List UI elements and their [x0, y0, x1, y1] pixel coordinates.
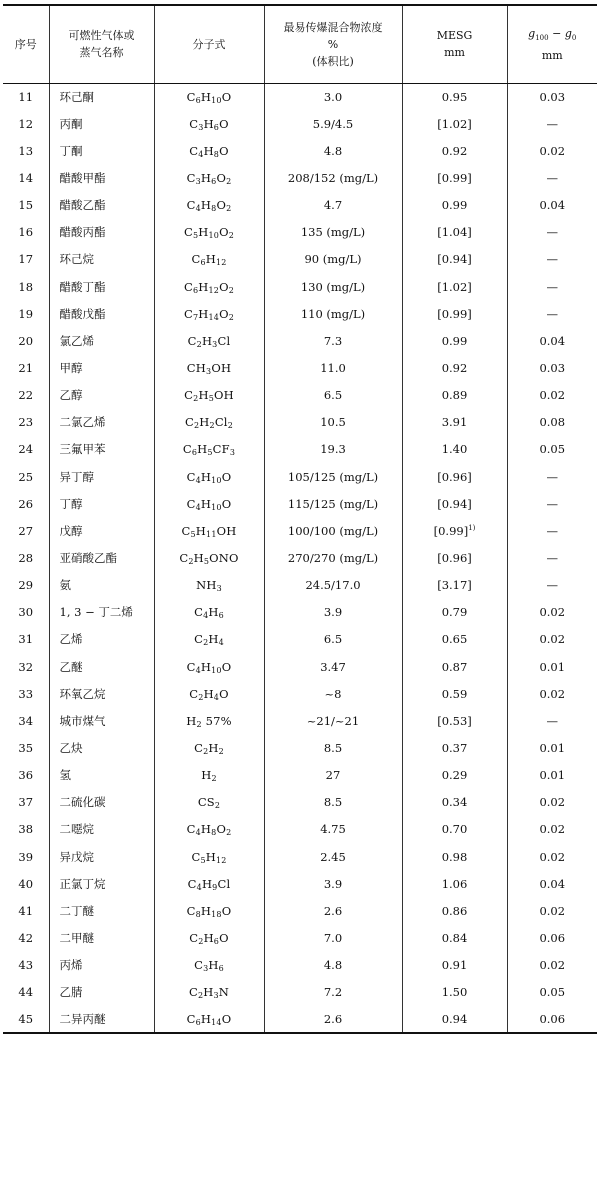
cell-no: 23 [18, 415, 34, 430]
cell-mesg: 3.91 [402, 409, 507, 436]
cell-formula: $C_2H_5OH$ [154, 382, 264, 409]
table-row [3, 137, 597, 164]
table-row [3, 789, 597, 816]
cell-mesg: 0.65 [402, 626, 507, 653]
cell-name: 丙烯 [49, 952, 154, 979]
cell-gap: 0.02 [507, 789, 597, 816]
table-row [3, 979, 597, 1006]
cell-concentration: 4.8 [264, 952, 402, 979]
cell-no: 36 [18, 768, 34, 783]
cell-gap: — [507, 273, 597, 300]
cell-name: 醋酸戊酯 [49, 300, 154, 327]
cell-mesg: 0.89 [402, 382, 507, 409]
cell-formula: $C_2H_2Cl_2$ [154, 409, 264, 436]
cell-concentration: 6.5 [264, 382, 402, 409]
cell-mesg: 0.34 [402, 789, 507, 816]
table-row [3, 300, 597, 327]
cell-gap: 0.01 [507, 762, 597, 789]
cell-mesg: $[0.99]^{1)}$ [402, 517, 507, 544]
cell-concentration: ~8 [264, 680, 402, 707]
table-row [3, 572, 597, 599]
cell-no: 12 [18, 116, 34, 131]
cell-no: 41 [18, 903, 34, 918]
table-row [3, 409, 597, 436]
cell-name: 戊醇 [49, 517, 154, 544]
cell-no: 44 [18, 985, 34, 1000]
cell-mesg: 0.79 [402, 599, 507, 626]
cell-formula: $C_7H_{14}O_2$ [154, 300, 264, 327]
cell-name: 正氯丁烷 [49, 870, 154, 897]
cell-no: 31 [18, 632, 34, 647]
cell-no: 26 [18, 496, 34, 511]
cell-formula: $C_4H_8O_2$ [154, 192, 264, 219]
cell-concentration: 2.6 [264, 897, 402, 924]
cell-name: 二氯乙烯 [49, 409, 154, 436]
cell-mesg: [1.04] [402, 219, 507, 246]
cell-gap: 0.05 [507, 979, 597, 1006]
cell-name: 乙醇 [49, 382, 154, 409]
cell-gap: 0.06 [507, 1006, 597, 1033]
cell-concentration: 24.5/17.0 [264, 572, 402, 599]
table-row [3, 463, 597, 490]
cell-concentration: 3.47 [264, 653, 402, 680]
cell-no: 34 [18, 713, 34, 728]
cell-formula: $C_2H_4O$ [154, 680, 264, 707]
cell-concentration: 270/270 (mg/L) [264, 544, 402, 571]
cell-gap: — [507, 463, 597, 490]
cell-gap: — [507, 164, 597, 191]
cell-no: 14 [18, 170, 34, 185]
cell-concentration: 4.75 [264, 816, 402, 843]
cell-gap: — [507, 517, 597, 544]
cell-concentration: 6.5 [264, 626, 402, 653]
cell-name: 乙醚 [49, 653, 154, 680]
table-row [3, 83, 597, 110]
cell-concentration: 105/125 (mg/L) [264, 463, 402, 490]
cell-gap: 0.03 [507, 83, 597, 110]
cell-mesg: 1.50 [402, 979, 507, 1006]
cell-concentration: 90 (mg/L) [264, 246, 402, 273]
cell-mesg: 1.40 [402, 436, 507, 463]
cell-concentration: 8.5 [264, 734, 402, 761]
cell-no: 15 [18, 198, 34, 213]
table-row [3, 653, 597, 680]
cell-name: 环己酮 [49, 83, 154, 110]
table-row [3, 354, 597, 381]
cell-concentration: 110 (mg/L) [264, 300, 402, 327]
header-formula: 分子式 [154, 5, 264, 83]
table-row [3, 626, 597, 653]
cell-name: 异丁醇 [49, 463, 154, 490]
cell-concentration: 27 [264, 762, 402, 789]
cell-mesg: [0.53] [402, 707, 507, 734]
cell-formula: $C_6H_{14}O$ [154, 1006, 264, 1033]
cell-no: 29 [18, 578, 34, 593]
cell-concentration: 4.8 [264, 137, 402, 164]
cell-name: 环氧乙烷 [49, 680, 154, 707]
cell-gap: 0.02 [507, 680, 597, 707]
table-row [3, 680, 597, 707]
cell-no: 11 [18, 89, 34, 104]
cell-no: 24 [18, 442, 34, 457]
cell-concentration: 3.9 [264, 599, 402, 626]
cell-formula: $C_3H_6O_2$ [154, 164, 264, 191]
cell-formula: $C_8H_{18}O$ [154, 897, 264, 924]
cell-no: 33 [18, 686, 34, 701]
table-row [3, 164, 597, 191]
cell-name: 丙酮 [49, 110, 154, 137]
table-row [3, 219, 597, 246]
cell-formula: $C_4H_8O_2$ [154, 816, 264, 843]
cell-formula: $C_4H_{10}O$ [154, 653, 264, 680]
cell-concentration: 3.9 [264, 870, 402, 897]
cell-mesg: 0.94 [402, 1006, 507, 1033]
cell-concentration: 8.5 [264, 789, 402, 816]
cell-formula: $C_2H_2$ [154, 734, 264, 761]
table-row [3, 192, 597, 219]
cell-name: 亚硝酸乙酯 [49, 544, 154, 571]
cell-no: 28 [18, 550, 34, 565]
cell-no: 38 [18, 822, 34, 837]
cell-formula: $C_2H_6O$ [154, 924, 264, 951]
cell-no: 22 [18, 388, 34, 403]
cell-formula: $C_2H_3Cl$ [154, 327, 264, 354]
cell-formula: $C_5H_{10}O_2$ [154, 219, 264, 246]
cell-formula: $C_2H_3N$ [154, 979, 264, 1006]
header-no: 序号 [3, 5, 49, 83]
table-row [3, 110, 597, 137]
cell-name: 氨 [49, 572, 154, 599]
cell-gap: — [507, 707, 597, 734]
cell-mesg: 0.70 [402, 816, 507, 843]
cell-mesg: 0.95 [402, 83, 507, 110]
table-row [3, 273, 597, 300]
cell-no: 27 [18, 523, 34, 538]
cell-formula: $C_3H_6O$ [154, 110, 264, 137]
cell-no: 17 [18, 252, 34, 267]
cell-no: 45 [3, 1006, 49, 1033]
table-row [3, 843, 597, 870]
cell-formula: $C_3H_6$ [154, 952, 264, 979]
cell-no: 35 [18, 740, 34, 755]
cell-no: 19 [18, 306, 34, 321]
cell-gap: — [507, 544, 597, 571]
cell-concentration: 130 (mg/L) [264, 273, 402, 300]
header-mesg: MESG mm [402, 5, 507, 83]
cell-mesg: 0.91 [402, 952, 507, 979]
cell-no: 32 [18, 659, 34, 674]
cell-name: 乙腈 [49, 979, 154, 1006]
cell-name: 二硫化碳 [49, 789, 154, 816]
cell-gap: 0.04 [507, 327, 597, 354]
cell-no: 16 [18, 225, 34, 240]
cell-mesg: 0.29 [402, 762, 507, 789]
cell-formula: $H_2$ 57% [154, 707, 264, 734]
cell-name: 三氟甲苯 [49, 436, 154, 463]
cell-formula: $C_6H_{10}O$ [154, 83, 264, 110]
cell-no: 37 [18, 795, 34, 810]
cell-formula: $C_5H_{12}$ [154, 843, 264, 870]
cell-gap: 0.02 [507, 626, 597, 653]
table-row [3, 734, 597, 761]
table-row [3, 816, 597, 843]
cell-gap: 0.04 [507, 192, 597, 219]
cell-name: 1, 3 − 丁二烯 [49, 599, 154, 626]
cell-no: 21 [18, 360, 34, 375]
cell-concentration: 7.0 [264, 924, 402, 951]
cell-name: 醋酸丙酯 [49, 219, 154, 246]
cell-name: 城市煤气 [49, 707, 154, 734]
cell-mesg: [0.99] [402, 300, 507, 327]
cell-gap: — [507, 300, 597, 327]
table-row [3, 517, 597, 544]
cell-concentration: 135 (mg/L) [264, 219, 402, 246]
cell-gap: 0.06 [507, 924, 597, 951]
cell-gap: 0.02 [507, 599, 597, 626]
cell-mesg: 0.99 [402, 192, 507, 219]
cell-mesg: [0.99] [402, 164, 507, 191]
cell-no: 13 [18, 143, 34, 158]
cell-name: 丁酮 [49, 137, 154, 164]
cell-gap: — [507, 219, 597, 246]
cell-gap: — [507, 572, 597, 599]
cell-gap: 0.02 [507, 843, 597, 870]
table-row [3, 382, 597, 409]
cell-mesg: [0.94] [402, 490, 507, 517]
table-row [3, 762, 597, 789]
table-row [3, 544, 597, 571]
cell-formula: $C_4H_{10}O$ [154, 490, 264, 517]
cell-gap: 0.05 [507, 436, 597, 463]
cell-concentration: 4.7 [264, 192, 402, 219]
cell-concentration: 19.3 [264, 436, 402, 463]
cell-concentration: 100/100 (mg/L) [264, 517, 402, 544]
cell-mesg: [0.96] [402, 544, 507, 571]
cell-mesg: [1.02] [402, 273, 507, 300]
cell-formula: $C_6H_{12}$ [154, 246, 264, 273]
cell-name: 醋酸丁酯 [49, 273, 154, 300]
cell-mesg: 1.06 [402, 870, 507, 897]
cell-gap: 0.02 [507, 382, 597, 409]
cell-no: 40 [18, 876, 34, 891]
cell-name: 二异丙醚 [49, 1006, 154, 1033]
cell-no: 42 [18, 930, 34, 945]
cell-name: 乙烯 [49, 626, 154, 653]
cell-name: 环己烷 [49, 246, 154, 273]
cell-formula: $C_4H_9Cl$ [154, 870, 264, 897]
cell-no: 39 [18, 849, 34, 864]
cell-concentration: 11.0 [264, 354, 402, 381]
cell-formula: $C_2H_4$ [154, 626, 264, 653]
cell-concentration: 5.9/4.5 [264, 110, 402, 137]
header-gap-difference: $g_{100} - g_0$ mm [507, 5, 597, 83]
cell-name: 丁醇 [49, 490, 154, 517]
cell-gap: 0.01 [507, 734, 597, 761]
cell-formula: $C_2H_5ONO$ [154, 544, 264, 571]
cell-mesg: [0.96] [402, 463, 507, 490]
table-row [3, 952, 597, 979]
table-body [3, 83, 597, 1033]
header-name: 可燃性气体或 蒸气名称 [49, 5, 154, 83]
cell-gap: 0.03 [507, 354, 597, 381]
cell-formula: $NH_3$ [154, 572, 264, 599]
cell-name: 乙炔 [49, 734, 154, 761]
cell-name: 醋酸甲酯 [49, 164, 154, 191]
cell-gap: 0.02 [507, 816, 597, 843]
cell-gap: 0.02 [507, 952, 597, 979]
cell-no: 20 [18, 333, 34, 348]
cell-concentration: 7.3 [264, 327, 402, 354]
cell-no: 18 [18, 279, 34, 294]
cell-mesg: [3.17] [402, 572, 507, 599]
table-row [3, 870, 597, 897]
cell-formula: $C_6H_5CF_3$ [154, 436, 264, 463]
mesg-data-table [3, 4, 597, 1034]
table-row [3, 1006, 597, 1033]
cell-mesg: 0.92 [402, 354, 507, 381]
cell-concentration: ~21/~21 [264, 707, 402, 734]
header-concentration: 最易传爆混合物浓度 % (体积比) [264, 5, 402, 83]
table-header [3, 5, 597, 83]
cell-formula: $C_4H_{10}O$ [154, 463, 264, 490]
table-row [3, 246, 597, 273]
cell-mesg: 0.59 [402, 680, 507, 707]
cell-mesg: 0.98 [402, 843, 507, 870]
table-row [3, 924, 597, 951]
cell-formula: $C_6H_{12}O_2$ [154, 273, 264, 300]
table-row [3, 490, 597, 517]
cell-mesg: 0.99 [402, 327, 507, 354]
cell-gap: 0.04 [507, 870, 597, 897]
cell-name: 醋酸乙酯 [49, 192, 154, 219]
cell-concentration: 208/152 (mg/L) [264, 164, 402, 191]
cell-formula: $CH_3OH$ [154, 354, 264, 381]
cell-gap: — [507, 246, 597, 273]
cell-formula: $CS_2$ [154, 789, 264, 816]
cell-name: 二噁烷 [49, 816, 154, 843]
cell-concentration: 7.2 [264, 979, 402, 1006]
cell-concentration: 115/125 (mg/L) [264, 490, 402, 517]
cell-name: 氢 [49, 762, 154, 789]
cell-mesg: 0.87 [402, 653, 507, 680]
cell-gap: 0.02 [507, 137, 597, 164]
cell-formula: $H_2$ [154, 762, 264, 789]
cell-gap: 0.02 [507, 897, 597, 924]
cell-name: 异戊烷 [49, 843, 154, 870]
cell-mesg: 0.92 [402, 137, 507, 164]
table-row [3, 599, 597, 626]
cell-formula: $C_4H_6$ [154, 599, 264, 626]
cell-no: 30 [18, 605, 34, 620]
cell-name: 二丁醚 [49, 897, 154, 924]
cell-name: 氯乙烯 [49, 327, 154, 354]
cell-mesg: [0.94] [402, 246, 507, 273]
cell-gap: — [507, 490, 597, 517]
cell-mesg: [1.02] [402, 110, 507, 137]
cell-no: 25 [18, 469, 34, 484]
table-row [3, 897, 597, 924]
cell-name: 甲醇 [49, 354, 154, 381]
header-gap-label: $g_{100} - g_0$ [528, 26, 577, 42]
cell-no: 43 [18, 958, 34, 973]
cell-concentration: 10.5 [264, 409, 402, 436]
table-row [3, 436, 597, 463]
cell-mesg: 0.86 [402, 897, 507, 924]
cell-mesg: 0.37 [402, 734, 507, 761]
cell-formula: $C_5H_{11}OH$ [154, 517, 264, 544]
cell-name: 二甲醚 [49, 924, 154, 951]
cell-concentration: 2.6 [264, 1006, 402, 1033]
table-row [3, 327, 597, 354]
cell-gap: 0.08 [507, 409, 597, 436]
cell-mesg: 0.84 [402, 924, 507, 951]
cell-formula: $C_4H_8O$ [154, 137, 264, 164]
cell-gap: — [507, 110, 597, 137]
cell-concentration: 3.0 [264, 83, 402, 110]
cell-concentration: 2.45 [264, 843, 402, 870]
cell-gap: 0.01 [507, 653, 597, 680]
table-row [3, 707, 597, 734]
